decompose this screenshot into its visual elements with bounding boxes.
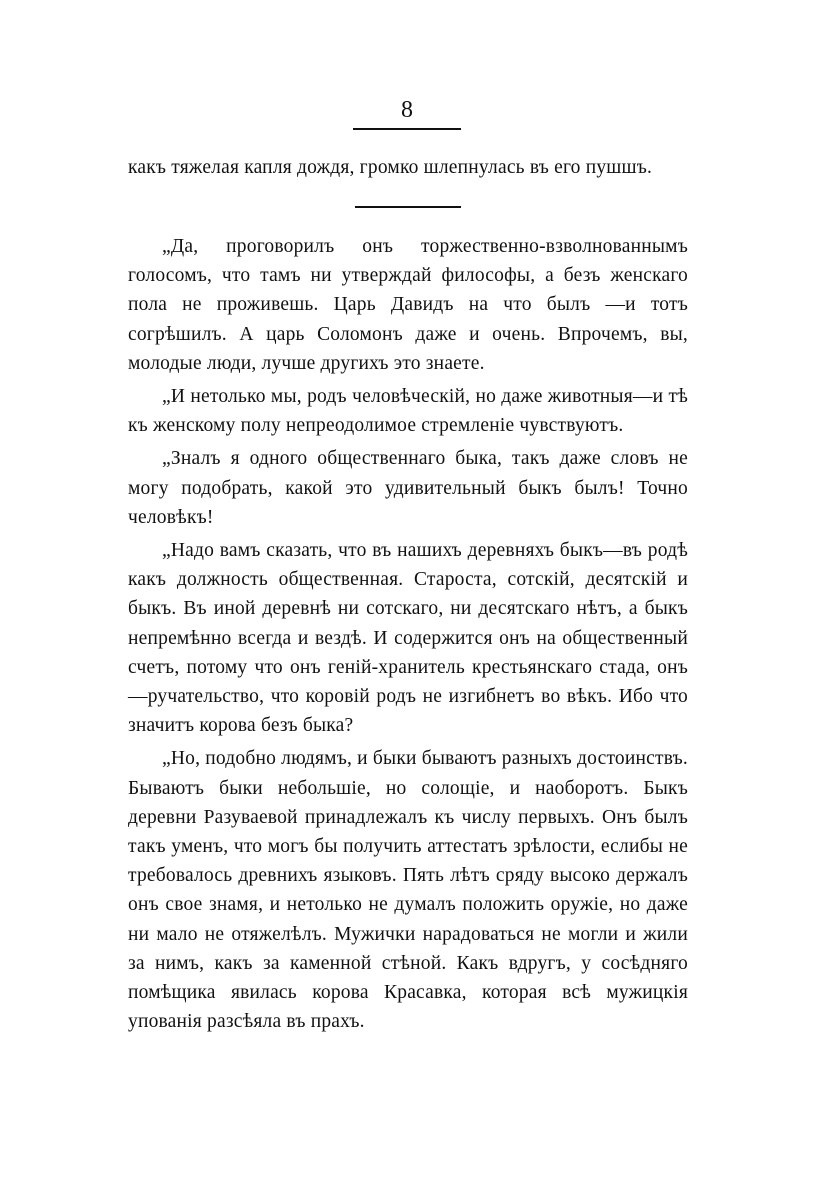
continuation-paragraph: какъ тяжелая капля дождя, громко шлепнулась въ его пушшъ. xyxy=(128,157,653,178)
continuation-text xyxy=(128,153,688,182)
paragraph-2: „И нетолько мы, родъ человѣческій, но даже животныя—и тѣ къ женскому полу непреодолимое стремленіе чувствуютъ. xyxy=(128,386,688,437)
page-number: 8 xyxy=(401,97,413,123)
paragraph-1: „Да, проговорилъ онъ торжественно-взволнованнымъ голосомъ, что тамъ ни утверждай философы, а безъ женскаго пола не проживешь. Царь Давидъ на что былъ —и тотъ согрѣшилъ. А царь Соломонъ даже и очень. Впрочемъ, вы, молодые люди, лучше другихъ это знаете. xyxy=(128,236,688,374)
body-text xyxy=(128,232,688,1040)
paragraph-3: „Зналъ я одного общественнаго быка, такъ даже словъ не могу подобрать, какой это удивительный быкъ былъ! Точно человѣкъ! xyxy=(128,448,688,528)
paragraph-4: „Надо вамъ сказать, что въ нашихъ деревняхъ быкъ—въ родѣ какъ должность общественная. Староста, сотскій, десятскій и быкъ. Въ иной деревнѣ ни сотскаго, ни десятскаго нѣтъ, а быкъ непремѣнно всегда и вездѣ. И содержится онъ на общественный счетъ, потому что онъ геній-хранитель крестьянскаго стада, онъ—ручательство, что коровій родъ не изгибнетъ во вѣкъ. Ибо что значитъ корова безъ быка? xyxy=(128,540,688,737)
paragraph-5: „Но, подобно людямъ, и быки бываютъ разныхъ достоинствъ. Бываютъ быки небольшіе, но солощіе, и наоборотъ. Быкъ деревни Разуваевой принадлежалъ къ числу первыхъ. Онъ былъ такъ уменъ, что могъ бы получить аттестатъ зрѣлости, еслибы не требовалось древнихъ языковъ. Пять лѣтъ сряду высоко держалъ онъ свое знамя, и нетолько не думалъ положить оружіе, но даже ни мало не отяжелѣлъ. Мужички нарадоваться не могли и жили за нимъ, какъ за каменной стѣной. Какъ вдругъ, у сосѣдняго помѣщика явилась корова Красавка, которая всѣ мужицкія упованія разсѣяла въ прахъ. xyxy=(128,748,688,1033)
header-rule xyxy=(353,128,461,130)
section-divider xyxy=(355,206,461,208)
